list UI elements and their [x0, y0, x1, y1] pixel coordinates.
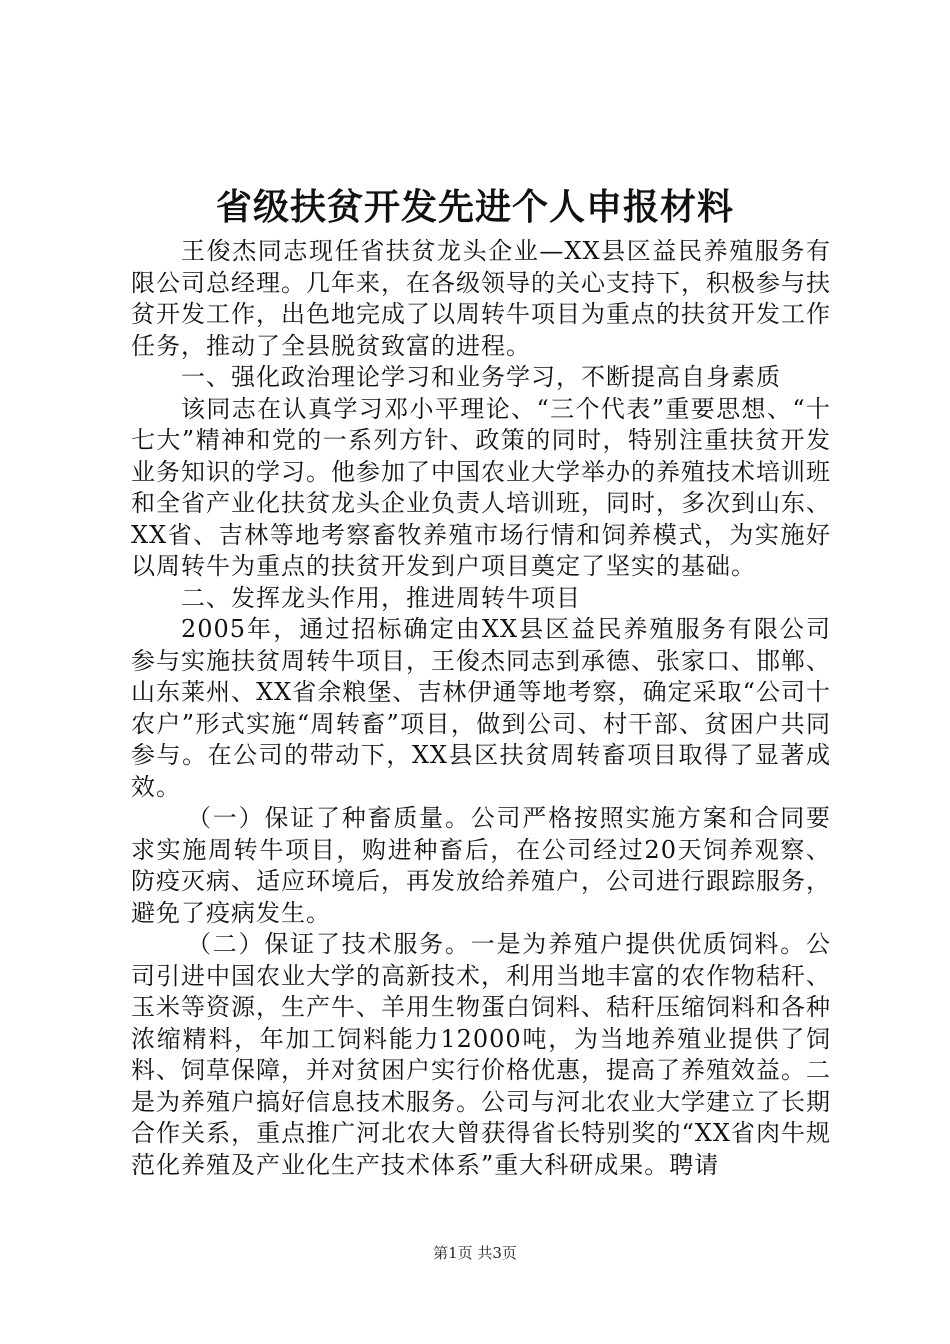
document-body: [131, 236, 831, 1181]
section-heading-1: 一、强化政治理论学习和业务学习，不断提高自身素质: [181, 363, 781, 391]
page-footer: 第1页 共3页: [433, 1244, 517, 1262]
section-heading-2: 二、发挥龙头作用，推进周转牛项目: [181, 583, 581, 612]
section-2-paragraph: 2005年，通过招标确定由XX县区益民养殖服务有限公司参与实施扶贫周转牛项目，王俊杰同志到承德、张家口、邯郸、山东莱州、XX省余粮堡、吉林伊通等地考察，确定采取“公司十农户”形式实施“周转畜”项目，做到公司、村干部、贫困户共同参与。在公司的带动下，XX县区扶贫周转畜项目取得了显著成效。: [131, 615, 831, 801]
subsection-2-paragraph: （二）保证了技术服务。一是为养殖户提供优质饲料。公司引进中国农业大学的高新技术，利用当地丰富的农作物秸秆、玉米等资源，生产牛、羊用生物蛋白饲料、秸秆压缩饲料和各种浓缩精料，年加工饲料能力12000吨，为当地养殖业提供了饲料、饲草保障，并对贫困户实行价格优惠，提高了养殖效益。二是为养殖户搞好信息技术服务。公司与河北农业大学建立了长期合作关系，重点推广河北农大曾获得省长特别奖的“XX省肉牛规范化养殖及产业化生产技术体系”重大科研成果。聘请: [131, 930, 831, 1179]
section-1-paragraph: 该同志在认真学习邓小平理论、“三个代表”重要思想、“十七大”精神和党的一系列方针、政策的同时，特别注重扶贫开发业务知识的学习。他参加了中国农业大学举办的养殖技术培训班和全省产业化扶贫龙头企业负责人培训班，同时，多次到山东、XX省、吉林等地考察畜牧养殖市场行情和饲养模式，为实施好以周转牛为重点的扶贫开发到户项目奠定了坚实的基础。: [131, 394, 831, 580]
subsection-1-paragraph: （一）保证了种畜质量。公司严格按照实施方案和合同要求实施周转牛项目，购进种畜后，在公司经过20天饲养观察、防疫灭病、适应环境后，再发放给养殖户，公司进行跟踪服务，避免了疫病发生。: [131, 804, 831, 927]
document-title: 省级扶贫开发先进个人申报材料: [215, 186, 734, 228]
intro-paragraph: 王俊杰同志现任省扶贫龙头企业—XX县区益民养殖服务有限公司总经理。几年来，在各级领导的关心支持下，积极参与扶贫开发工作，出色地完成了以周转牛项目为重点的扶贫开发工作任务，推动了全县脱贫致富的进程。: [131, 237, 831, 360]
